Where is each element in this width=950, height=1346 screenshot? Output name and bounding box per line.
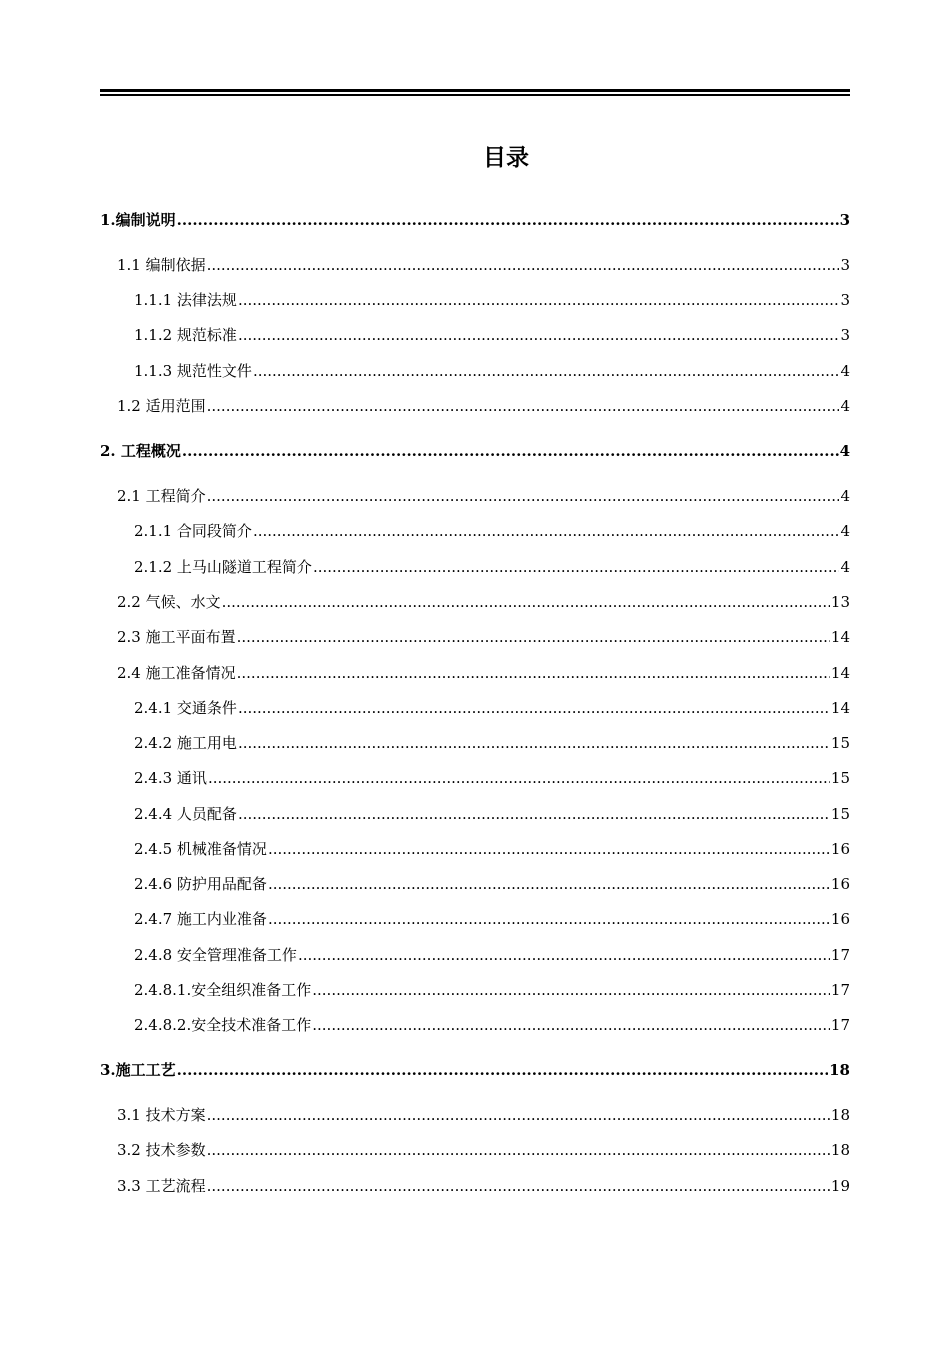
toc-dot-leader bbox=[207, 1140, 830, 1160]
toc-dot-leader bbox=[238, 290, 840, 310]
toc-entry-page-number: 16 bbox=[830, 910, 850, 928]
toc-entry-label: 2.4.6 防护用品配备 bbox=[134, 875, 267, 893]
toc-dot-leader bbox=[313, 557, 840, 577]
toc-entry-page-number: 15 bbox=[830, 769, 850, 787]
toc-entry[interactable] bbox=[134, 325, 850, 345]
toc-entry-page-number: 17 bbox=[830, 1016, 850, 1034]
toc-entry-label: 2.1 工程简介 bbox=[117, 487, 206, 505]
toc-entry[interactable] bbox=[117, 663, 850, 683]
toc-entry-label: 1.编制说明 bbox=[100, 211, 176, 229]
toc-entry-page-number: 18 bbox=[829, 1061, 850, 1079]
toc-entry-label: 1.1.1 法律法规 bbox=[134, 291, 237, 309]
toc-entry-page-number: 17 bbox=[830, 946, 850, 964]
toc-entry-page-number: 16 bbox=[830, 875, 850, 893]
toc-entry-page-number: 3 bbox=[840, 256, 850, 274]
toc-entry-label: 1.1.3 规范性文件 bbox=[134, 362, 252, 380]
toc-entry[interactable] bbox=[134, 768, 850, 788]
toc-entry-label: 3.施工工艺 bbox=[100, 1061, 176, 1079]
toc-dot-leader bbox=[238, 804, 830, 824]
toc-entry[interactable] bbox=[117, 1140, 850, 1160]
toc-entry-label: 2.3 施工平面布置 bbox=[117, 628, 236, 646]
toc-entry[interactable] bbox=[134, 909, 850, 929]
toc-entry-page-number: 15 bbox=[830, 734, 850, 752]
toc-entry[interactable] bbox=[117, 486, 850, 506]
toc-entry-page-number: 16 bbox=[830, 840, 850, 858]
toc-entry[interactable] bbox=[134, 557, 850, 577]
toc-dot-leader bbox=[222, 592, 830, 612]
toc-dot-leader bbox=[298, 945, 830, 965]
toc-entry-page-number: 14 bbox=[830, 699, 850, 717]
toc-entry[interactable] bbox=[100, 1060, 850, 1080]
toc-entry-page-number: 18 bbox=[830, 1106, 850, 1124]
toc-dot-leader bbox=[312, 980, 830, 1000]
toc-dot-leader bbox=[182, 441, 839, 461]
toc-entry-page-number: 4 bbox=[840, 397, 850, 415]
toc-entry-label: 2.4.1 交通条件 bbox=[134, 699, 237, 717]
toc-entry[interactable] bbox=[117, 627, 850, 647]
toc-entry-page-number: 3 bbox=[839, 211, 850, 229]
toc-dot-leader bbox=[238, 733, 830, 753]
toc-entry[interactable] bbox=[117, 396, 850, 416]
toc-dot-leader bbox=[207, 1105, 830, 1125]
toc-entry-label: 2.4.3 通讯 bbox=[134, 769, 207, 787]
toc-entry[interactable] bbox=[134, 521, 850, 541]
toc-dot-leader bbox=[177, 1060, 828, 1080]
toc-entry[interactable] bbox=[100, 441, 850, 461]
toc-dot-leader bbox=[253, 361, 840, 381]
toc-entry[interactable] bbox=[134, 698, 850, 718]
toc-entry[interactable] bbox=[134, 361, 850, 381]
toc-entry-page-number: 4 bbox=[840, 522, 850, 540]
toc-entry-label: 1.2 适用范围 bbox=[117, 397, 206, 415]
toc-entry-page-number: 13 bbox=[830, 593, 850, 611]
toc-dot-leader bbox=[207, 486, 840, 506]
toc-entry[interactable] bbox=[134, 980, 850, 1000]
toc-dot-leader bbox=[177, 210, 839, 230]
toc-entry-label: 3.1 技术方案 bbox=[117, 1106, 206, 1124]
toc-dot-leader bbox=[237, 627, 830, 647]
toc-entry[interactable] bbox=[134, 290, 850, 310]
toc-entry[interactable] bbox=[100, 210, 850, 230]
toc-entry-label: 2.4.4 人员配备 bbox=[134, 805, 237, 823]
toc-entry-page-number: 3 bbox=[840, 291, 850, 309]
toc-entry-page-number: 17 bbox=[830, 981, 850, 999]
toc-entry-label: 2.4.7 施工内业准备 bbox=[134, 910, 267, 928]
toc-entry-page-number: 3 bbox=[840, 326, 850, 344]
toc-entry[interactable] bbox=[117, 1176, 850, 1196]
toc-entry[interactable] bbox=[117, 255, 850, 275]
toc-dot-leader bbox=[312, 1015, 830, 1035]
toc-entry-label: 2.4.8 安全管理准备工作 bbox=[134, 946, 297, 964]
toc-dot-leader bbox=[268, 909, 830, 929]
toc-entry-label: 1.1.2 规范标准 bbox=[134, 326, 237, 344]
toc-entry[interactable] bbox=[134, 945, 850, 965]
toc-entry[interactable] bbox=[134, 1015, 850, 1035]
toc-entry[interactable] bbox=[117, 592, 850, 612]
toc-entry-page-number: 18 bbox=[830, 1141, 850, 1159]
toc-dot-leader bbox=[238, 325, 840, 345]
toc-title: 目录 bbox=[483, 145, 529, 171]
toc-entry-label: 1.1 编制依据 bbox=[117, 256, 206, 274]
toc-entry-page-number: 15 bbox=[830, 805, 850, 823]
toc-dot-leader bbox=[238, 698, 830, 718]
toc-entry-label: 2.2 气候、水文 bbox=[117, 593, 221, 611]
toc-entry-label: 2.4.8.1.安全组织准备工作 bbox=[134, 981, 312, 999]
toc-dot-leader bbox=[208, 768, 830, 788]
toc-entry-label: 2.4.2 施工用电 bbox=[134, 734, 237, 752]
toc-dot-leader bbox=[253, 521, 840, 541]
toc-dot-leader bbox=[237, 663, 830, 683]
toc-entry-label: 2.1.2 上马山隧道工程简介 bbox=[134, 558, 312, 576]
toc-dot-leader bbox=[268, 874, 830, 894]
toc-entry-label: 3.2 技术参数 bbox=[117, 1141, 206, 1159]
toc-entry[interactable] bbox=[134, 733, 850, 753]
toc-entry-page-number: 19 bbox=[830, 1177, 850, 1195]
toc-entry-page-number: 4 bbox=[839, 442, 850, 460]
toc-entry-page-number: 4 bbox=[840, 487, 850, 505]
toc-entry-label: 2.1.1 合同段简介 bbox=[134, 522, 252, 540]
toc-dot-leader bbox=[268, 839, 830, 859]
toc-entry[interactable] bbox=[134, 804, 850, 824]
toc-entry-label: 2.4 施工准备情况 bbox=[117, 664, 236, 682]
toc-entry-page-number: 4 bbox=[840, 558, 850, 576]
toc-entry[interactable] bbox=[117, 1105, 850, 1125]
toc-entry[interactable] bbox=[134, 874, 850, 894]
toc-dot-leader bbox=[207, 255, 840, 275]
toc-dot-leader bbox=[207, 1176, 830, 1196]
toc-dot-leader bbox=[207, 396, 840, 416]
toc-entry-label: 2. 工程概况 bbox=[100, 442, 181, 460]
toc-entry-page-number: 14 bbox=[830, 664, 850, 682]
toc-entry-page-number: 4 bbox=[840, 362, 850, 380]
toc-entry-label: 3.3 工艺流程 bbox=[117, 1177, 206, 1195]
toc-entry-page-number: 14 bbox=[830, 628, 850, 646]
toc-entry-label: 2.4.5 机械准备情况 bbox=[134, 840, 267, 858]
toc-entry-label: 2.4.8.2.安全技术准备工作 bbox=[134, 1016, 312, 1034]
toc-entry[interactable] bbox=[134, 839, 850, 859]
